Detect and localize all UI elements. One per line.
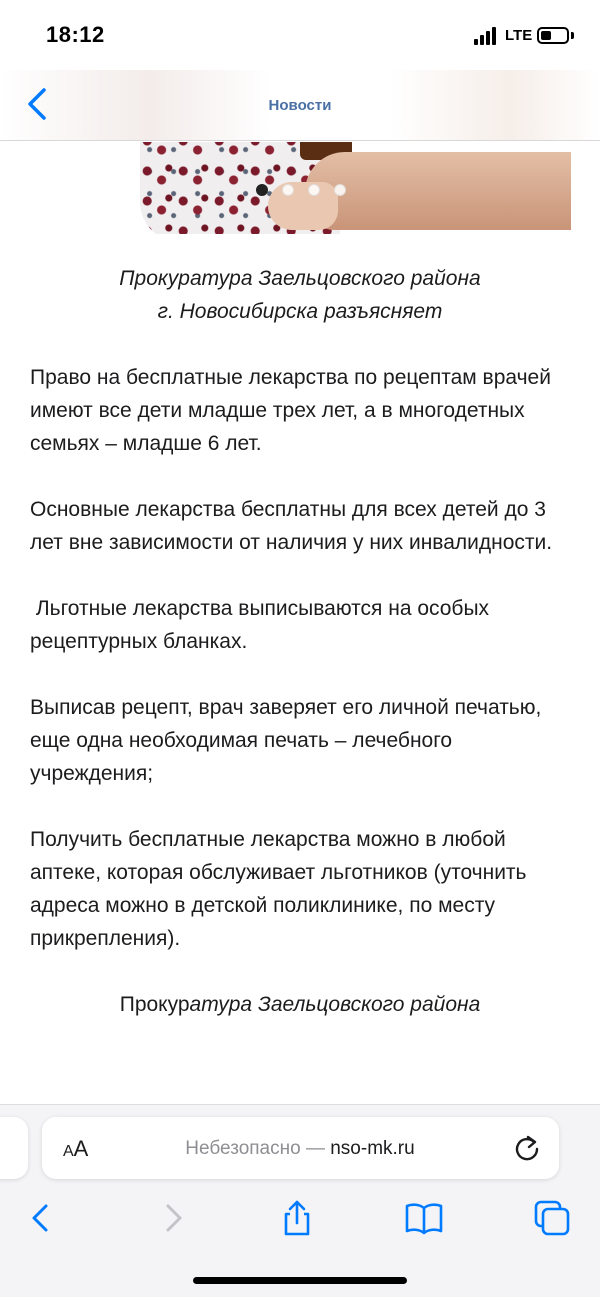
hero-image-carousel[interactable] [30,142,571,234]
article-paragraph: Выписав рецепт, врач заверяет его личной печатью, еще одна необходимая печать – лечебного учреждения; [30,696,542,785]
share-icon[interactable] [277,1198,317,1238]
previous-tab-card[interactable] [0,1117,28,1179]
signature-plain: Прокур [119,993,190,1016]
battery-icon [537,27,569,44]
network-type: LTE [505,27,533,44]
article-body [30,262,570,1021]
article-paragraph: Основные лекарства бесплатны для всех детей до 3 лет вне зависимости от наличия у них инвалидности. [30,498,553,554]
carousel-dot[interactable] [282,184,294,196]
home-indicator[interactable] [193,1277,407,1284]
status-time: 18:12 [46,22,105,47]
carousel-dot[interactable] [256,184,268,196]
url-domain: nso-mk.ru [330,1138,415,1159]
article-intro-line: Прокуратура Заельцовского района [119,267,481,290]
signature-italic: атура Заельцовского района [189,993,481,1016]
reload-icon[interactable] [512,1133,542,1163]
url-security-label: Небезопасно — [185,1138,331,1159]
carousel-dot[interactable] [308,184,320,196]
chevron-left-icon[interactable] [22,1198,62,1238]
article-paragraph: Получить бесплатные лекарства можно в любой аптеке, которая обслуживает льготников (уточнить адреса можно в детской поликлинике, по месту прикрепления). [30,828,527,950]
carousel-dots [256,184,346,196]
status-bar [0,0,600,70]
tabs-icon[interactable] [532,1198,572,1238]
text-size-small-a: A [63,1143,74,1160]
carousel-dot[interactable] [334,184,346,196]
url-display[interactable] [160,1138,440,1160]
article-intro-line: г. Новосибирска разъясняет [157,300,443,323]
book-icon[interactable] [404,1198,444,1238]
chevron-right-icon[interactable] [152,1198,192,1238]
signal-strength-icon [474,27,498,45]
text-size-button[interactable] [63,1136,88,1162]
article-paragraph: Право на бесплатные лекарства по рецептам врачей имеют все дети младше трех лет, а в многодетных семьях – младше 6 лет. [30,366,551,455]
battery-tip [571,32,574,39]
article-signature [30,988,570,1021]
text-size-large-a: A [73,1136,89,1161]
page-title: Новости [268,97,332,114]
article-paragraph: Льготные лекарства выписываются на особых рецептурных бланках. [30,597,495,653]
